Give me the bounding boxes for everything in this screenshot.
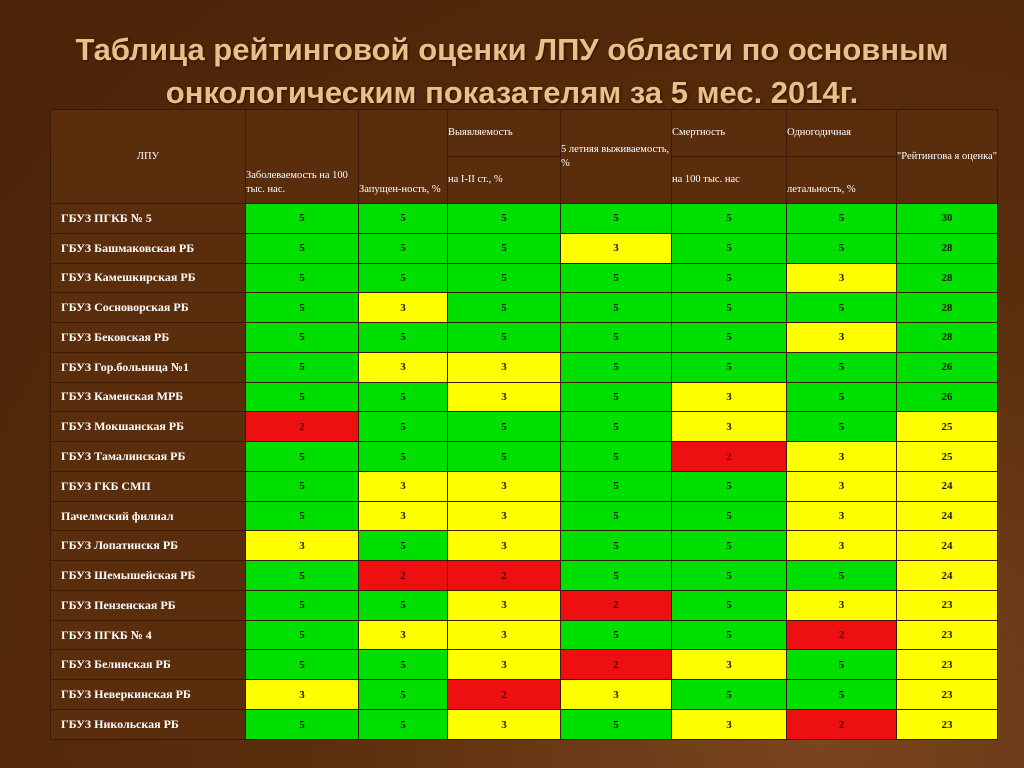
row-lpu-name: ГБУЗ Шемышейская РБ xyxy=(51,561,246,591)
score-incidence: 3 xyxy=(246,531,359,561)
score-detection: 3 xyxy=(448,382,561,412)
score-detection: 3 xyxy=(448,710,561,740)
score-survival: 5 xyxy=(561,382,672,412)
row-lpu-name: Пачелмский филиал xyxy=(51,501,246,531)
score-total: 25 xyxy=(897,412,998,442)
table-row xyxy=(51,710,998,740)
score-incidence: 5 xyxy=(246,620,359,650)
score-survival: 5 xyxy=(561,352,672,382)
table-row xyxy=(51,501,998,531)
score-lethality: 5 xyxy=(787,561,897,591)
score-incidence: 5 xyxy=(246,501,359,531)
table-row xyxy=(51,590,998,620)
score-survival: 5 xyxy=(561,442,672,472)
score-incidence: 5 xyxy=(246,442,359,472)
row-lpu-name: ГБУЗ Мокшанская РБ xyxy=(51,412,246,442)
header-detection-sub: на I-II ст., % xyxy=(448,157,561,204)
score-mortality: 5 xyxy=(672,352,787,382)
title-line-1: Таблица рейтинговой оценки ЛПУ области по основным xyxy=(75,32,949,67)
score-mortality: 5 xyxy=(672,233,787,263)
table-row xyxy=(51,412,998,442)
score-detection: 3 xyxy=(448,531,561,561)
table-row xyxy=(51,620,998,650)
row-lpu-name: ГБУЗ Сосноворская РБ xyxy=(51,293,246,323)
score-total: 23 xyxy=(897,710,998,740)
score-mortality: 5 xyxy=(672,590,787,620)
score-incidence: 5 xyxy=(246,471,359,501)
score-lethality: 5 xyxy=(787,233,897,263)
row-lpu-name: ГБУЗ Гор.больница №1 xyxy=(51,352,246,382)
score-mortality: 5 xyxy=(672,620,787,650)
score-incidence: 5 xyxy=(246,352,359,382)
score-lethality: 5 xyxy=(787,412,897,442)
score-lethality: 5 xyxy=(787,382,897,412)
score-incidence: 5 xyxy=(246,710,359,740)
header-lethality-sub: летальность, % xyxy=(787,157,897,204)
score-neglected: 5 xyxy=(359,680,448,710)
score-total: 23 xyxy=(897,650,998,680)
score-mortality: 5 xyxy=(672,471,787,501)
score-total: 24 xyxy=(897,561,998,591)
score-total: 23 xyxy=(897,620,998,650)
score-survival: 5 xyxy=(561,293,672,323)
score-survival: 3 xyxy=(561,680,672,710)
score-neglected: 5 xyxy=(359,531,448,561)
score-neglected: 3 xyxy=(359,352,448,382)
table-row xyxy=(51,680,998,710)
score-neglected: 5 xyxy=(359,323,448,353)
table-row xyxy=(51,531,998,561)
score-lethality: 3 xyxy=(787,263,897,293)
score-lethality: 3 xyxy=(787,531,897,561)
header-lethality: Одногодичная xyxy=(787,110,897,157)
score-total: 30 xyxy=(897,204,998,234)
score-neglected: 3 xyxy=(359,293,448,323)
table-row xyxy=(51,382,998,412)
score-survival: 5 xyxy=(561,263,672,293)
score-detection: 3 xyxy=(448,590,561,620)
score-incidence: 5 xyxy=(246,382,359,412)
score-total: 28 xyxy=(897,293,998,323)
score-detection: 5 xyxy=(448,204,561,234)
score-survival: 5 xyxy=(561,501,672,531)
score-total: 28 xyxy=(897,323,998,353)
page-title xyxy=(0,28,1024,114)
score-lethality: 5 xyxy=(787,680,897,710)
score-lethality: 3 xyxy=(787,501,897,531)
score-mortality: 2 xyxy=(672,442,787,472)
score-total: 28 xyxy=(897,233,998,263)
score-detection: 3 xyxy=(448,352,561,382)
table-body xyxy=(51,204,998,740)
score-mortality: 5 xyxy=(672,531,787,561)
score-survival: 2 xyxy=(561,650,672,680)
score-mortality: 5 xyxy=(672,263,787,293)
score-incidence: 5 xyxy=(246,590,359,620)
row-lpu-name: ГБУЗ ПГКБ № 4 xyxy=(51,620,246,650)
table-row xyxy=(51,263,998,293)
score-survival: 5 xyxy=(561,471,672,501)
score-detection: 5 xyxy=(448,442,561,472)
score-neglected: 2 xyxy=(359,561,448,591)
row-lpu-name: ГБУЗ Бековская РБ xyxy=(51,323,246,353)
score-survival: 5 xyxy=(561,561,672,591)
header-detection: Выявляемость xyxy=(448,110,561,157)
score-detection: 3 xyxy=(448,501,561,531)
score-detection: 5 xyxy=(448,323,561,353)
score-mortality: 5 xyxy=(672,204,787,234)
header-mortality-sub: на 100 тыс. нас xyxy=(672,157,787,204)
table-row xyxy=(51,204,998,234)
score-neglected: 3 xyxy=(359,620,448,650)
score-survival: 3 xyxy=(561,233,672,263)
score-total: 24 xyxy=(897,471,998,501)
score-lethality: 3 xyxy=(787,323,897,353)
score-mortality: 3 xyxy=(672,650,787,680)
header-lpu: ЛПУ xyxy=(51,110,246,204)
score-detection: 2 xyxy=(448,561,561,591)
score-total: 24 xyxy=(897,531,998,561)
rating-table xyxy=(50,109,998,740)
score-total: 23 xyxy=(897,590,998,620)
score-detection: 2 xyxy=(448,680,561,710)
score-detection: 3 xyxy=(448,471,561,501)
score-mortality: 3 xyxy=(672,412,787,442)
row-lpu-name: ГБУЗ Неверкинская РБ xyxy=(51,680,246,710)
score-incidence: 5 xyxy=(246,263,359,293)
score-mortality: 5 xyxy=(672,561,787,591)
score-detection: 5 xyxy=(448,412,561,442)
score-lethality: 3 xyxy=(787,590,897,620)
score-detection: 5 xyxy=(448,233,561,263)
score-survival: 5 xyxy=(561,412,672,442)
score-total: 26 xyxy=(897,382,998,412)
score-detection: 3 xyxy=(448,620,561,650)
score-neglected: 5 xyxy=(359,382,448,412)
score-total: 25 xyxy=(897,442,998,472)
score-incidence: 5 xyxy=(246,561,359,591)
score-lethality: 5 xyxy=(787,650,897,680)
table-row xyxy=(51,650,998,680)
score-incidence: 5 xyxy=(246,650,359,680)
row-lpu-name: ГБУЗ Пензенская РБ xyxy=(51,590,246,620)
score-mortality: 5 xyxy=(672,501,787,531)
score-survival: 5 xyxy=(561,531,672,561)
row-lpu-name: ГБУЗ Камешкирская РБ xyxy=(51,263,246,293)
header-rating: "Рейтингова я оценка" xyxy=(897,110,998,204)
header-incidence: Заболеваемость на 100 тыс. нас. xyxy=(246,110,359,204)
table-row xyxy=(51,352,998,382)
header-neglected: Запущен-ность, % xyxy=(359,110,448,204)
score-mortality: 5 xyxy=(672,323,787,353)
row-lpu-name: ГБУЗ Башмаковская РБ xyxy=(51,233,246,263)
score-neglected: 5 xyxy=(359,590,448,620)
score-lethality: 2 xyxy=(787,620,897,650)
header-mortality: Смертность xyxy=(672,110,787,157)
row-lpu-name: ГБУЗ Никольская РБ xyxy=(51,710,246,740)
table-row xyxy=(51,442,998,472)
row-lpu-name: ГБУЗ Тамалинская РБ xyxy=(51,442,246,472)
score-incidence: 2 xyxy=(246,412,359,442)
score-neglected: 5 xyxy=(359,233,448,263)
score-neglected: 3 xyxy=(359,471,448,501)
score-total: 24 xyxy=(897,501,998,531)
score-survival: 5 xyxy=(561,204,672,234)
score-survival: 5 xyxy=(561,710,672,740)
row-lpu-name: ГБУЗ Белинская РБ xyxy=(51,650,246,680)
row-lpu-name: ГБУЗ ПГКБ № 5 xyxy=(51,204,246,234)
score-incidence: 5 xyxy=(246,293,359,323)
score-mortality: 3 xyxy=(672,710,787,740)
score-survival: 2 xyxy=(561,590,672,620)
score-neglected: 5 xyxy=(359,412,448,442)
score-detection: 5 xyxy=(448,263,561,293)
table-row xyxy=(51,323,998,353)
table-row xyxy=(51,471,998,501)
score-neglected: 5 xyxy=(359,650,448,680)
score-neglected: 3 xyxy=(359,501,448,531)
score-neglected: 5 xyxy=(359,204,448,234)
header-survival: 5 летняя выживаемость, % xyxy=(561,110,672,204)
score-mortality: 3 xyxy=(672,382,787,412)
table-row xyxy=(51,561,998,591)
score-incidence: 5 xyxy=(246,204,359,234)
score-neglected: 5 xyxy=(359,710,448,740)
score-lethality: 5 xyxy=(787,293,897,323)
score-mortality: 5 xyxy=(672,293,787,323)
score-survival: 5 xyxy=(561,323,672,353)
title-line-2: онкологическим показателям за 5 мес. 2014г. xyxy=(165,75,859,110)
score-total: 26 xyxy=(897,352,998,382)
score-survival: 5 xyxy=(561,620,672,650)
score-lethality: 3 xyxy=(787,471,897,501)
row-lpu-name: ГБУЗ Каменская МРБ xyxy=(51,382,246,412)
table-row xyxy=(51,293,998,323)
score-lethality: 5 xyxy=(787,204,897,234)
score-mortality: 5 xyxy=(672,680,787,710)
score-incidence: 5 xyxy=(246,233,359,263)
table-row xyxy=(51,233,998,263)
score-lethality: 5 xyxy=(787,352,897,382)
score-total: 23 xyxy=(897,680,998,710)
score-neglected: 5 xyxy=(359,263,448,293)
score-total: 28 xyxy=(897,263,998,293)
score-detection: 3 xyxy=(448,650,561,680)
score-lethality: 3 xyxy=(787,442,897,472)
score-neglected: 5 xyxy=(359,442,448,472)
score-lethality: 2 xyxy=(787,710,897,740)
row-lpu-name: ГБУЗ Лопатинскя РБ xyxy=(51,531,246,561)
score-incidence: 5 xyxy=(246,323,359,353)
row-lpu-name: ГБУЗ ГКБ СМП xyxy=(51,471,246,501)
score-detection: 5 xyxy=(448,293,561,323)
score-incidence: 3 xyxy=(246,680,359,710)
